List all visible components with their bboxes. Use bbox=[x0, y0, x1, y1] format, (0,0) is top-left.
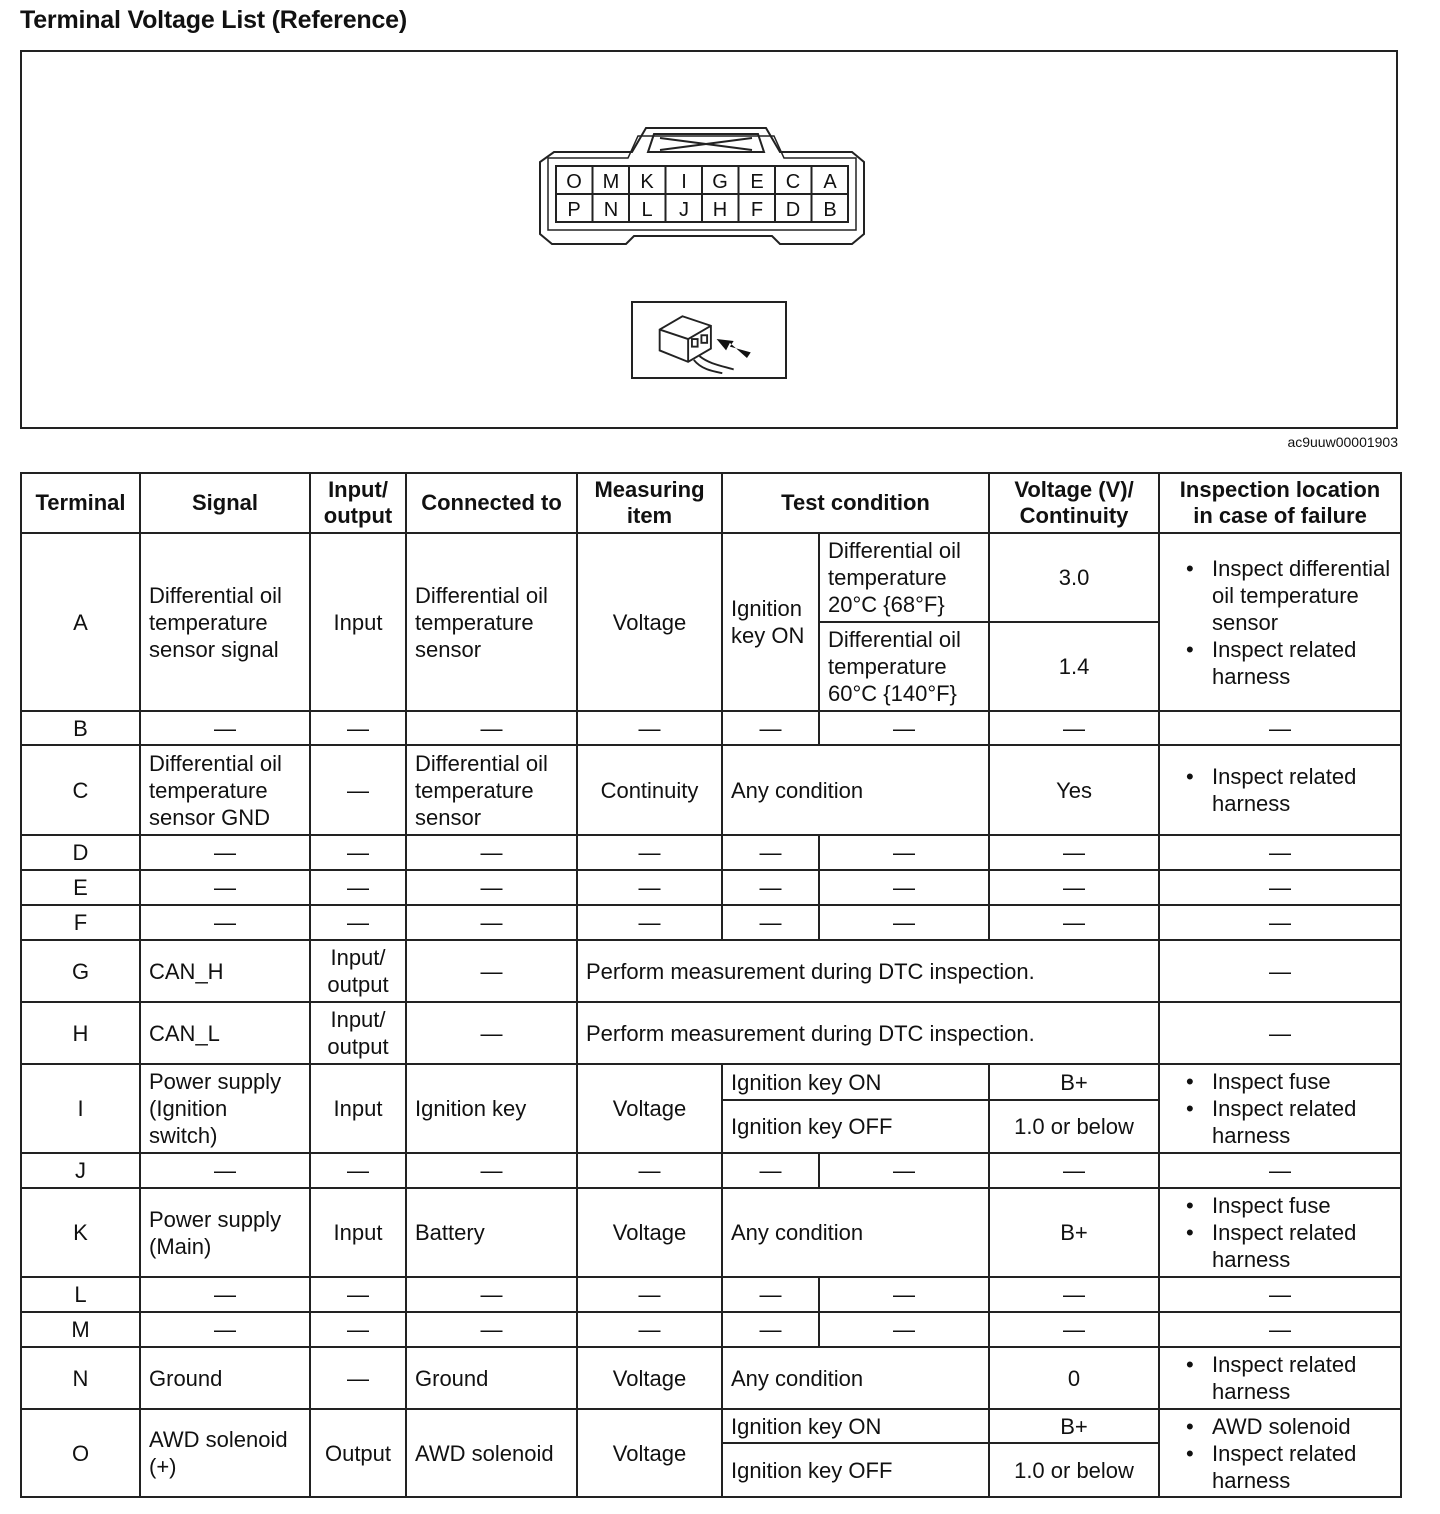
test-condition-cell: Any condition bbox=[722, 1188, 989, 1277]
inspection-cell bbox=[1159, 745, 1401, 835]
empty-cell: — bbox=[140, 835, 310, 870]
pin-label: B bbox=[823, 199, 837, 221]
empty-cell: — bbox=[577, 711, 722, 745]
empty-cell: — bbox=[1159, 711, 1401, 745]
connected-cell: Differential oil temperature sensor bbox=[406, 533, 577, 711]
header-voltage: Voltage (V)/ Continuity bbox=[989, 473, 1159, 533]
page-title: Terminal Voltage List (Reference) bbox=[20, 6, 408, 34]
measuring-cell: Voltage bbox=[577, 1409, 722, 1497]
io-cell: Input/ output bbox=[310, 940, 406, 1002]
harness-side-connector-arrow-icon bbox=[631, 301, 787, 379]
test-subcondition-cell: Differential oil temperature 20°C {68°F} bbox=[819, 533, 989, 622]
pin-label: L bbox=[641, 199, 653, 221]
pin-label: F bbox=[750, 199, 764, 221]
terminal-cell: A bbox=[21, 533, 140, 711]
dtc-note-cell: Perform measurement during DTC inspection. bbox=[577, 940, 1159, 1002]
test-condition-cell: Any condition bbox=[722, 745, 989, 835]
table-row bbox=[21, 1188, 1401, 1277]
empty-cell: — bbox=[310, 1312, 406, 1347]
empty-cell: — bbox=[819, 1312, 989, 1347]
pin-label: D bbox=[785, 199, 801, 221]
inspection-cell bbox=[1159, 533, 1401, 711]
header-io: Input/ output bbox=[310, 473, 406, 533]
value-cell: 0 bbox=[989, 1347, 1159, 1409]
terminal-cell: H bbox=[21, 1002, 140, 1064]
empty-cell: — bbox=[722, 1277, 819, 1312]
terminal-cell: I bbox=[21, 1064, 140, 1153]
value-cell: 3.0 bbox=[989, 533, 1159, 622]
empty-cell: — bbox=[577, 835, 722, 870]
terminal-cell: G bbox=[21, 940, 140, 1002]
terminal-cell: N bbox=[21, 1347, 140, 1409]
empty-cell: — bbox=[310, 905, 406, 940]
table-row bbox=[21, 1409, 1401, 1443]
io-cell: Input/ output bbox=[310, 1002, 406, 1064]
empty-cell: — bbox=[406, 835, 577, 870]
inspection-cell: — bbox=[1159, 1002, 1401, 1064]
header-connected: Connected to bbox=[406, 473, 577, 533]
pin-label: C bbox=[785, 171, 801, 193]
empty-cell: — bbox=[989, 1153, 1159, 1188]
header-measuring: Measuring item bbox=[577, 473, 722, 533]
table-row bbox=[21, 940, 1401, 1002]
table-row bbox=[21, 1277, 1401, 1312]
empty-cell: — bbox=[140, 905, 310, 940]
empty-cell: — bbox=[1159, 1277, 1401, 1312]
measuring-cell: Voltage bbox=[577, 1347, 722, 1409]
terminal-cell: C bbox=[21, 745, 140, 835]
empty-cell: — bbox=[989, 835, 1159, 870]
io-cell: — bbox=[310, 1347, 406, 1409]
signal-cell: AWD solenoid (+) bbox=[140, 1409, 310, 1497]
value-cell: 1.0 or below bbox=[989, 1443, 1159, 1497]
measuring-cell: Voltage bbox=[577, 533, 722, 711]
inspection-cell bbox=[1159, 1064, 1401, 1153]
test-condition-cell: Ignition key ON bbox=[722, 533, 819, 711]
test-condition-cell: Ignition key OFF bbox=[722, 1100, 989, 1153]
empty-cell: — bbox=[577, 1312, 722, 1347]
connected-cell: Differential oil temperature sensor bbox=[406, 745, 577, 835]
empty-cell: — bbox=[722, 905, 819, 940]
signal-cell: Differential oil temperature sensor signal bbox=[140, 533, 310, 711]
value-cell: 1.4 bbox=[989, 622, 1159, 711]
empty-cell: — bbox=[406, 1153, 577, 1188]
inspection-cell bbox=[1159, 1409, 1401, 1497]
terminal-cell: B bbox=[21, 711, 140, 745]
inspection-item: • Inspect fuse bbox=[1186, 1068, 1392, 1095]
table-row bbox=[21, 905, 1401, 940]
empty-cell: — bbox=[577, 905, 722, 940]
empty-cell: — bbox=[310, 1277, 406, 1312]
empty-cell: — bbox=[577, 1153, 722, 1188]
empty-cell: — bbox=[819, 1153, 989, 1188]
terminal-cell: K bbox=[21, 1188, 140, 1277]
io-cell: Output bbox=[310, 1409, 406, 1497]
pin-label: N bbox=[603, 199, 619, 221]
empty-cell: — bbox=[1159, 1312, 1401, 1347]
test-condition-cell: Any condition bbox=[722, 1347, 989, 1409]
connected-cell: Ground bbox=[406, 1347, 577, 1409]
connected-cell: — bbox=[406, 940, 577, 1002]
io-cell: Input bbox=[310, 1064, 406, 1153]
pin-label: P bbox=[567, 199, 581, 221]
empty-cell: — bbox=[722, 870, 819, 905]
inspection-item: • Inspect related harness bbox=[1186, 1095, 1392, 1149]
terminal-cell: D bbox=[21, 835, 140, 870]
table-row bbox=[21, 711, 1401, 745]
empty-cell: — bbox=[140, 1277, 310, 1312]
terminal-voltage-table bbox=[20, 472, 1402, 1498]
table-row bbox=[21, 1064, 1401, 1100]
empty-cell: — bbox=[577, 870, 722, 905]
value-cell: B+ bbox=[989, 1409, 1159, 1443]
empty-cell: — bbox=[722, 1153, 819, 1188]
test-subcondition-cell: Differential oil temperature 60°C {140°F} bbox=[819, 622, 989, 711]
empty-cell: — bbox=[406, 870, 577, 905]
connector-diagram bbox=[534, 122, 870, 254]
table-row bbox=[21, 1312, 1401, 1347]
empty-cell: — bbox=[722, 835, 819, 870]
empty-cell: — bbox=[140, 711, 310, 745]
empty-cell: — bbox=[310, 835, 406, 870]
empty-cell: — bbox=[819, 905, 989, 940]
inspection-item: • Inspect related harness bbox=[1186, 763, 1392, 817]
terminal-cell: F bbox=[21, 905, 140, 940]
inspection-item: • Inspect differential oil temperature sensor bbox=[1186, 555, 1392, 636]
terminal-cell: J bbox=[21, 1153, 140, 1188]
inspection-item: • Inspect related harness bbox=[1186, 1351, 1392, 1405]
io-cell: Input bbox=[310, 533, 406, 711]
terminal-cell: L bbox=[21, 1277, 140, 1312]
pin-label: I bbox=[681, 171, 687, 193]
empty-cell: — bbox=[819, 870, 989, 905]
terminal-cell: O bbox=[21, 1409, 140, 1497]
value-cell: B+ bbox=[989, 1188, 1159, 1277]
empty-cell: — bbox=[819, 835, 989, 870]
pin-label: M bbox=[602, 171, 620, 193]
table-row bbox=[21, 1153, 1401, 1188]
inspection-cell: — bbox=[1159, 940, 1401, 1002]
empty-cell: — bbox=[140, 870, 310, 905]
empty-cell: — bbox=[406, 1277, 577, 1312]
test-condition-cell: Ignition key ON bbox=[722, 1409, 989, 1443]
signal-cell: Differential oil temperature sensor GND bbox=[140, 745, 310, 835]
empty-cell: — bbox=[989, 711, 1159, 745]
inspection-item: • Inspect related harness bbox=[1186, 1219, 1392, 1273]
connected-cell: AWD solenoid bbox=[406, 1409, 577, 1497]
empty-cell: — bbox=[406, 1312, 577, 1347]
empty-cell: — bbox=[1159, 835, 1401, 870]
signal-cell: Power supply (Main) bbox=[140, 1188, 310, 1277]
pin-label: A bbox=[823, 171, 837, 193]
inspection-item: • AWD solenoid bbox=[1186, 1413, 1392, 1440]
terminal-cell: E bbox=[21, 870, 140, 905]
inspection-item: • Inspect related harness bbox=[1186, 636, 1392, 690]
pin-label: E bbox=[750, 171, 764, 193]
empty-cell: — bbox=[722, 711, 819, 745]
value-cell: B+ bbox=[989, 1064, 1159, 1100]
table-row bbox=[21, 835, 1401, 870]
table-row bbox=[21, 1347, 1401, 1409]
pin-label: K bbox=[640, 171, 654, 193]
header-terminal: Terminal bbox=[21, 473, 140, 533]
pin-label: O bbox=[566, 171, 582, 193]
figure-id: ac9uuw00001903 bbox=[1287, 434, 1398, 450]
empty-cell: — bbox=[1159, 870, 1401, 905]
empty-cell: — bbox=[577, 1277, 722, 1312]
header-test: Test condition bbox=[722, 473, 989, 533]
connected-cell: Battery bbox=[406, 1188, 577, 1277]
empty-cell: — bbox=[140, 1312, 310, 1347]
test-condition-cell: Ignition key ON bbox=[722, 1064, 989, 1100]
empty-cell: — bbox=[989, 1312, 1159, 1347]
empty-cell: — bbox=[989, 870, 1159, 905]
empty-cell: — bbox=[406, 905, 577, 940]
inspection-cell bbox=[1159, 1347, 1401, 1409]
empty-cell: — bbox=[722, 1312, 819, 1347]
signal-cell: Ground bbox=[140, 1347, 310, 1409]
empty-cell: — bbox=[819, 711, 989, 745]
connected-cell: Ignition key bbox=[406, 1064, 577, 1153]
signal-cell: CAN_L bbox=[140, 1002, 310, 1064]
connected-cell: — bbox=[406, 1002, 577, 1064]
io-cell: — bbox=[310, 745, 406, 835]
pin-label: H bbox=[712, 199, 728, 221]
connector-figure bbox=[20, 50, 1398, 429]
empty-cell: — bbox=[310, 870, 406, 905]
header-signal: Signal bbox=[140, 473, 310, 533]
value-cell: 1.0 or below bbox=[989, 1100, 1159, 1153]
dtc-note-cell: Perform measurement during DTC inspection. bbox=[577, 1002, 1159, 1064]
empty-cell: — bbox=[1159, 905, 1401, 940]
empty-cell: — bbox=[140, 1153, 310, 1188]
empty-cell: — bbox=[1159, 1153, 1401, 1188]
header-inspection: Inspection location in case of failure bbox=[1159, 473, 1401, 533]
test-condition-cell: Ignition key OFF bbox=[722, 1443, 989, 1497]
measuring-cell: Voltage bbox=[577, 1188, 722, 1277]
measuring-cell: Voltage bbox=[577, 1064, 722, 1153]
empty-cell: — bbox=[819, 1277, 989, 1312]
table-row bbox=[21, 870, 1401, 905]
inspection-cell bbox=[1159, 1188, 1401, 1277]
measuring-cell: Continuity bbox=[577, 745, 722, 835]
table-row bbox=[21, 533, 1401, 622]
table-row bbox=[21, 745, 1401, 835]
empty-cell: — bbox=[310, 711, 406, 745]
inspection-item: • Inspect related harness bbox=[1186, 1440, 1392, 1494]
pin-label: J bbox=[679, 199, 689, 221]
terminal-cell: M bbox=[21, 1312, 140, 1347]
inspection-item: • Inspect fuse bbox=[1186, 1192, 1392, 1219]
signal-cell: Power supply (Ignition switch) bbox=[140, 1064, 310, 1153]
empty-cell: — bbox=[406, 711, 577, 745]
header-row bbox=[21, 473, 1401, 533]
pin-label: G bbox=[712, 171, 728, 193]
value-cell: Yes bbox=[989, 745, 1159, 835]
signal-cell: CAN_H bbox=[140, 940, 310, 1002]
empty-cell: — bbox=[989, 1277, 1159, 1312]
table-row bbox=[21, 1002, 1401, 1064]
empty-cell: — bbox=[310, 1153, 406, 1188]
io-cell: Input bbox=[310, 1188, 406, 1277]
empty-cell: — bbox=[989, 905, 1159, 940]
